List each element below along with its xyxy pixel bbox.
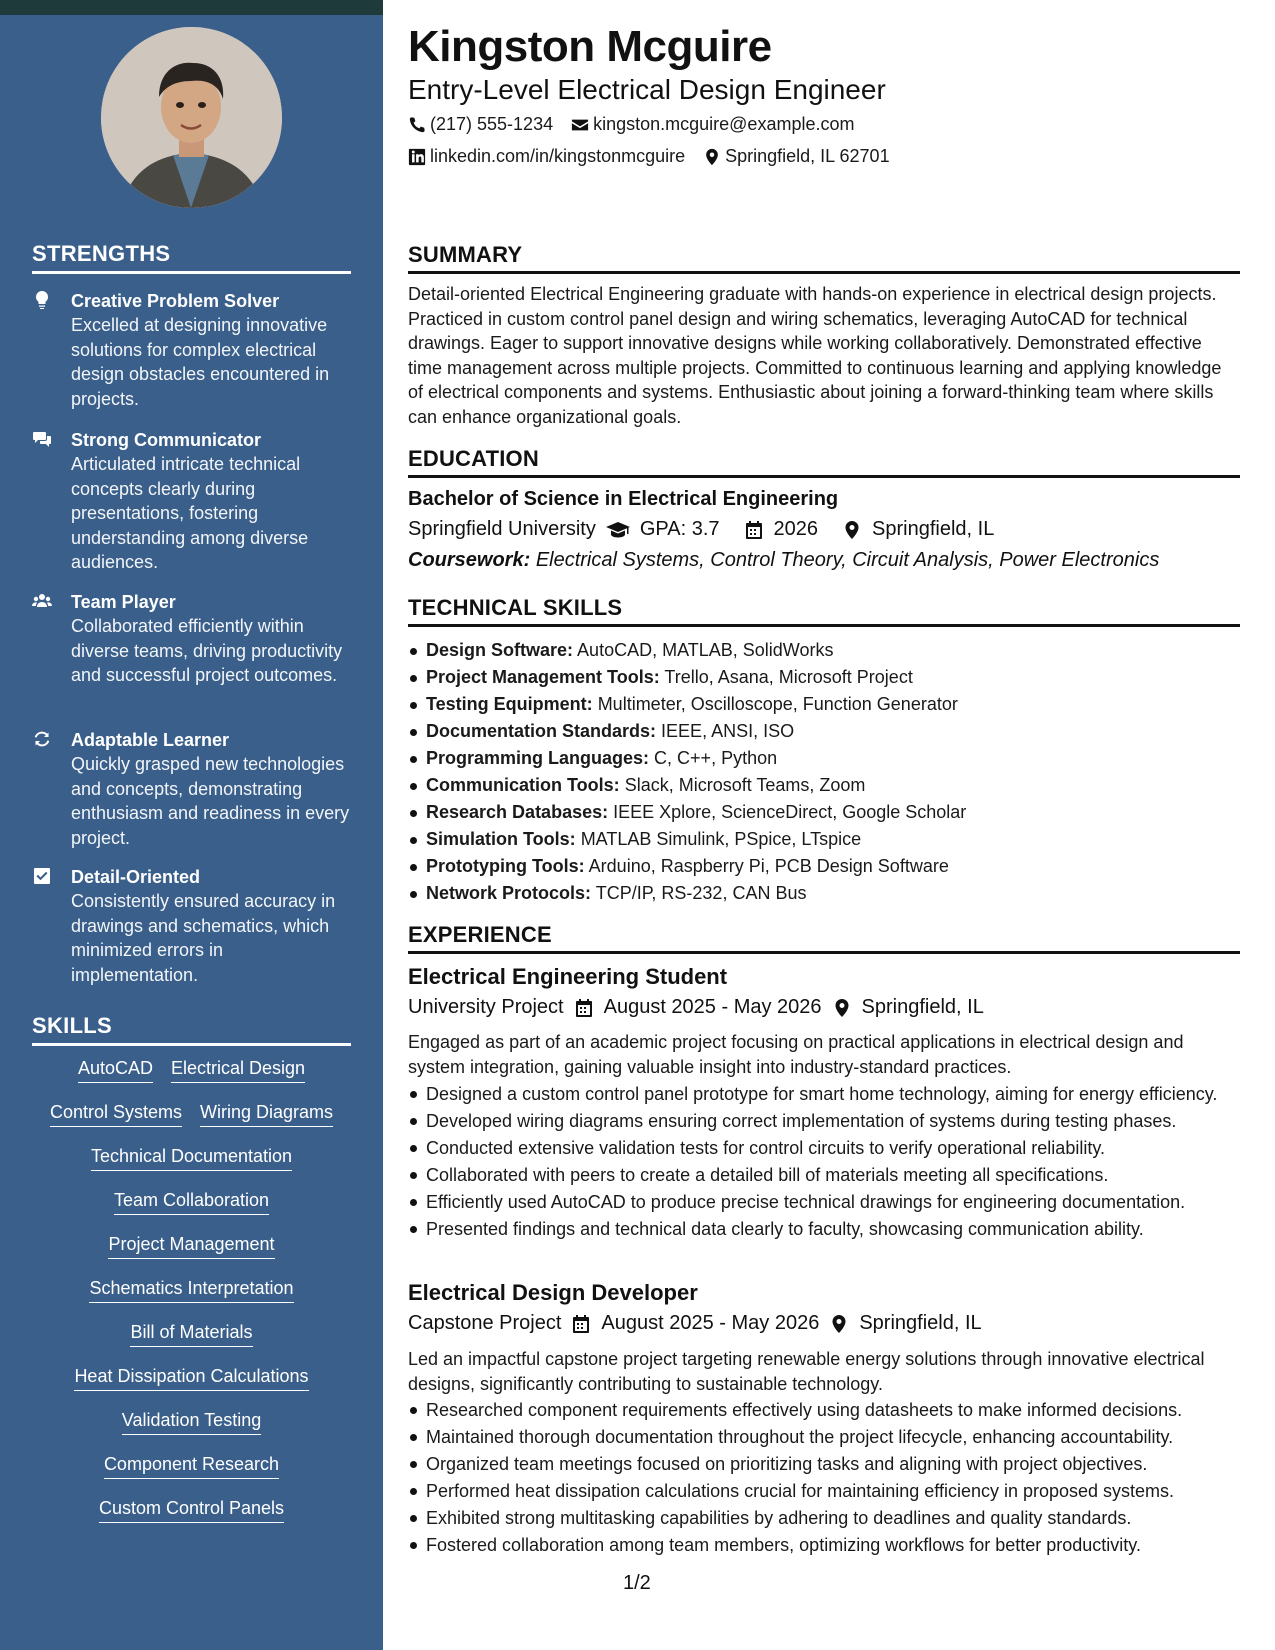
linkedin-icon [408, 148, 426, 166]
education-year: 2026 [773, 518, 819, 540]
skill-tag: Wiring Diagrams [200, 1100, 333, 1127]
sidebar [0, 0, 383, 1650]
list-item: Simulation Tools: MATLAB Simulink, PSpice, LTspice [408, 826, 1240, 853]
job-description: Led an impactful capstone project targeting renewable energy solutions through innovative electrical designs, significantly contributing to sustainable technology. [408, 1349, 1205, 1394]
job-dates: August 2025 - May 2026 [603, 996, 822, 1018]
candidate-name: Kingston Mcguire [408, 22, 772, 71]
skills-tag-list [32, 1056, 351, 1523]
skill-tag: Component Research [104, 1452, 279, 1479]
strength-item [32, 728, 352, 850]
skill-tag: Bill of Materials [130, 1320, 252, 1347]
list-item: Project Management Tools: Trello, Asana, Microsoft Project [408, 664, 1240, 691]
technical-skills-heading: TECHNICAL SKILLS [408, 595, 1240, 627]
strength-title: Strong Communicator [71, 430, 262, 450]
list-item: Conducted extensive validation tests for control circuits to verify operational reliability. [408, 1136, 1240, 1161]
skill-tag: Custom Control Panels [99, 1496, 284, 1523]
calendar-icon [744, 520, 764, 540]
education-heading: EDUCATION [408, 446, 1240, 478]
job-location: Springfield, IL [859, 1312, 982, 1334]
job-title: Electrical Engineering Student [408, 964, 728, 989]
map-pin-icon [832, 998, 852, 1018]
email-text: kingston.mcguire@example.com [593, 114, 855, 134]
list-item: Developed wiring diagrams ensuring correct implementation of systems during testing phases. [408, 1109, 1240, 1134]
job-title: Electrical Design Developer [408, 1280, 698, 1305]
skill-tag: Heat Dissipation Calculations [74, 1364, 308, 1391]
calendar-icon [574, 998, 594, 1018]
users-icon [32, 591, 54, 613]
contact-location [703, 146, 889, 167]
checkbox-icon [32, 866, 54, 888]
list-item: Exhibited strong multitasking capabilities by adhering to deadlines and quality standards. [408, 1506, 1240, 1531]
summary-text: Detail-oriented Electrical Engineering graduate with hands-on experience in electrical design projects. Practiced in custom control panel design and wiring schematics, leveraging AutoCAD for technical drawings. Eager to support innovative designs while working collaboratively. Demonstrated effective time management across multiple projects. Committed to continuous learning and applying knowledge of electrical components and systems. Enthusiastic about joining a forward-thinking team where skills can enhance organizational goals. [408, 284, 1222, 427]
envelope-icon [571, 116, 589, 134]
phone-icon [408, 116, 426, 134]
job-meta [408, 996, 984, 1019]
education-location: Springfield, IL [872, 518, 995, 540]
list-item: Presented findings and technical data clearly to faculty, showcasing communication ability. [408, 1217, 1240, 1242]
list-item: Documentation Standards: IEEE, ANSI, ISO [408, 718, 1240, 745]
list-item: Research Databases: IEEE Xplore, ScienceDirect, Google Scholar [408, 799, 1240, 826]
list-item: Communication Tools: Slack, Microsoft Teams, Zoom [408, 772, 1240, 799]
contact-row-2 [408, 146, 890, 167]
list-item: Fostered collaboration among team members, optimizing workflows for better productivity. [408, 1533, 1240, 1558]
page-number: 1/2 [623, 1572, 651, 1594]
strength-item [32, 428, 352, 575]
list-item: Programming Languages: C, C++, Python [408, 745, 1240, 772]
skill-tag: Technical Documentation [91, 1144, 292, 1171]
strength-desc: Consistently ensured accuracy in drawings and schematics, which minimized errors in implementation. [71, 891, 336, 985]
list-item: Designed a custom control panel prototype for smart home technology, aiming for energy efficiency. [408, 1082, 1240, 1107]
skills-heading: SKILLS [32, 1013, 351, 1046]
strength-desc: Quickly grasped new technologies and concepts, demonstrating enthusiasm and readiness in every project. [71, 754, 350, 848]
strength-title: Team Player [71, 592, 176, 612]
job-location: Springfield, IL [861, 996, 984, 1018]
skill-tag: Electrical Design [171, 1056, 305, 1083]
phone-text: (217) 555-1234 [430, 114, 554, 134]
education-degree: Bachelor of Science in Electrical Engineering [408, 488, 839, 510]
job-bullets [408, 1398, 1240, 1560]
linkedin-text: linkedin.com/in/kingstonmcguire [430, 146, 686, 166]
sync-icon [32, 729, 54, 751]
job-dates: August 2025 - May 2026 [601, 1312, 820, 1334]
education-school: Springfield University [408, 518, 596, 540]
list-item: Prototyping Tools: Arduino, Raspberry Pi, PCB Design Software [408, 853, 1240, 880]
contact-row-1 [408, 114, 854, 135]
coursework-text: Electrical Systems, Control Theory, Circuit Analysis, Power Electronics [535, 549, 1160, 571]
strength-desc: Excelled at designing innovative solutions for complex electrical design obstacles encountered in projects. [71, 315, 330, 409]
skill-tag: Validation Testing [122, 1408, 261, 1435]
calendar-icon [571, 1314, 591, 1334]
list-item: Researched component requirements effectively using datasheets to make informed decisions. [408, 1398, 1240, 1423]
map-pin-icon [829, 1314, 849, 1334]
strength-desc: Collaborated efficiently within diverse teams, driving productivity and successful project outcomes. [71, 616, 343, 685]
strength-item [32, 590, 352, 688]
education-gpa: GPA: 3.7 [639, 518, 720, 540]
list-item: Testing Equipment: Multimeter, Oscilloscope, Function Generator [408, 691, 1240, 718]
sidebar-top-bar [0, 0, 383, 15]
comments-icon [32, 429, 54, 451]
list-item: Organized team meetings focused on prioritizing tasks and aligning with project objectives. [408, 1452, 1240, 1477]
strength-title: Creative Problem Solver [71, 291, 280, 311]
strength-desc: Articulated intricate technical concepts clearly during presentations, fostering understanding among diverse audiences. [71, 454, 309, 572]
candidate-title: Entry-Level Electrical Design Engineer [408, 74, 886, 105]
education-coursework [408, 549, 1159, 572]
education-meta [408, 518, 994, 541]
technical-skills-list [408, 637, 1240, 907]
strengths-heading: STRENGTHS [32, 241, 351, 274]
avatar [101, 27, 282, 208]
graduation-cap-icon [606, 520, 630, 540]
lightbulb-icon [32, 290, 54, 312]
list-item: Collaborated with peers to create a detailed bill of materials meeting all specifications. [408, 1163, 1240, 1188]
list-item: Performed heat dissipation calculations crucial for maintaining efficiency in proposed systems. [408, 1479, 1240, 1504]
map-pin-icon [842, 520, 862, 540]
skill-tag: AutoCAD [78, 1056, 153, 1083]
skill-tag: Project Management [108, 1232, 274, 1259]
summary-heading: SUMMARY [408, 242, 1240, 274]
location-text: Springfield, IL 62701 [725, 146, 890, 166]
coursework-label: Coursework: [408, 549, 531, 571]
strength-title: Adaptable Learner [71, 730, 230, 750]
skill-tag: Team Collaboration [114, 1188, 269, 1215]
list-item: Efficiently used AutoCAD to produce precise technical drawings for engineering documentation. [408, 1190, 1240, 1215]
job-description: Engaged as part of an academic project focusing on practical applications in electrical design and system integration, gaining valuable insight into industry-standard practices. [408, 1032, 1184, 1077]
avatar-portrait [101, 27, 282, 208]
contact-linkedin[interactable] [408, 146, 685, 167]
map-pin-icon [703, 148, 721, 166]
skill-tag: Control Systems [50, 1100, 182, 1127]
job-meta [408, 1312, 982, 1335]
experience-heading: EXPERIENCE [408, 922, 1240, 954]
job-org: Capstone Project [408, 1312, 562, 1334]
strength-item [32, 289, 352, 411]
job-org: University Project [408, 996, 564, 1018]
contact-email[interactable] [571, 114, 854, 135]
contact-phone[interactable] [408, 114, 553, 135]
strength-title: Detail-Oriented [71, 867, 201, 887]
list-item: Network Protocols: TCP/IP, RS-232, CAN Bus [408, 880, 1240, 907]
list-item: Maintained thorough documentation throughout the project lifecycle, enhancing accountability. [408, 1425, 1240, 1450]
job-bullets [408, 1082, 1240, 1244]
list-item: Design Software: AutoCAD, MATLAB, SolidWorks [408, 637, 1240, 664]
strength-item [32, 865, 352, 987]
skill-tag: Schematics Interpretation [89, 1276, 293, 1303]
